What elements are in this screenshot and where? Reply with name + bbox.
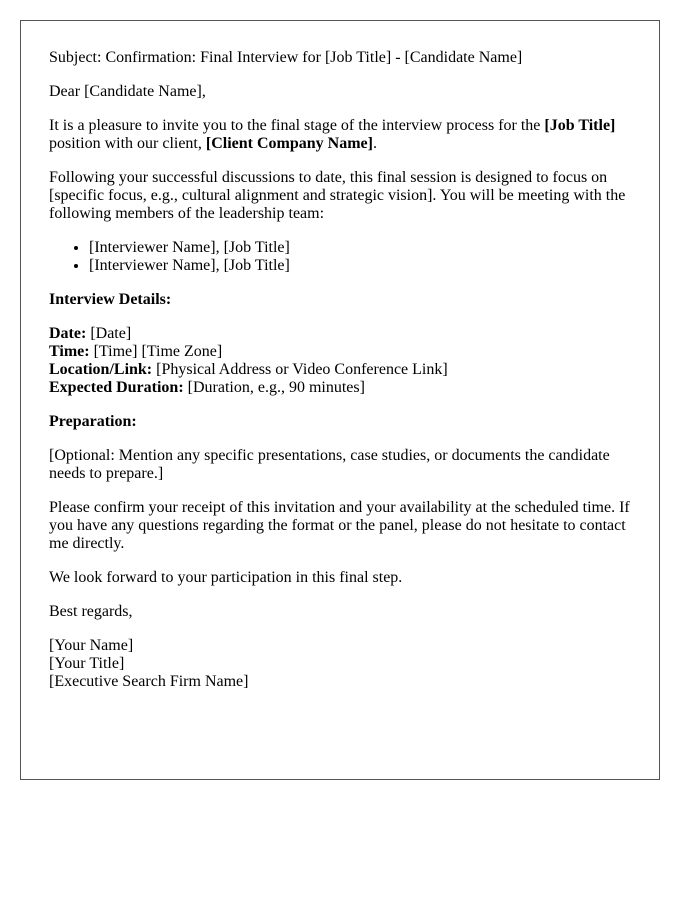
time-label: Time:	[49, 343, 90, 360]
signature-title: [Your Title]	[49, 655, 125, 672]
interviewer-list	[49, 239, 631, 275]
job-title-placeholder: [Job Title]	[544, 117, 616, 134]
date-value: [Date]	[86, 325, 132, 342]
interview-details	[49, 325, 631, 397]
preparation-heading: Preparation:	[49, 413, 137, 430]
duration-value: [Duration, e.g., 90 minutes]	[183, 379, 365, 396]
intro-text-1: It is a pleasure to invite you to the final stage of the interview process for the	[49, 117, 545, 134]
interviewer-item: • [Interviewer Name], [Job Title]	[89, 257, 631, 275]
date-line	[49, 325, 631, 343]
duration-label: Expected Duration:	[49, 379, 184, 396]
intro-text-3: .	[372, 135, 377, 152]
location-label: Location/Link:	[49, 361, 153, 378]
signature-firm: [Executive Search Firm Name]	[49, 673, 249, 690]
intro-paragraph	[49, 117, 631, 153]
location-line	[49, 361, 631, 379]
followup-paragraph: Following your successful discussions to date, this final session is designed to focus on [specific focus, e.g., cultural alignment and strategic vision]. You will be meeting with the following members of the leadership team:	[49, 169, 626, 222]
sign-off: Best regards,	[49, 603, 133, 620]
duration-line	[49, 379, 631, 397]
interview-details-heading: Interview Details:	[49, 291, 172, 308]
subject-line: Subject: Confirmation: Final Interview for [Job Title] - [Candidate Name]	[49, 49, 523, 66]
client-company-placeholder: [Client Company Name]	[205, 135, 373, 152]
confirm-paragraph: Please confirm your receipt of this invitation and your availability at the scheduled time. If you have any questions regarding the format or the panel, please do not hesitate to contact me directly.	[49, 499, 630, 552]
signature-block	[49, 637, 631, 691]
date-label: Date:	[49, 325, 87, 342]
closing-line: We look forward to your participation in this final step.	[49, 569, 403, 586]
greeting: Dear [Candidate Name],	[49, 83, 206, 100]
preparation-text: [Optional: Mention any specific presentations, case studies, or documents the candidate needs to prepare.]	[49, 447, 610, 482]
location-value: [Physical Address or Video Conference Link]	[152, 361, 448, 378]
interviewer-item: • [Interviewer Name], [Job Title]	[89, 239, 631, 257]
intro-text-2: position with our client,	[49, 135, 206, 152]
signature-name: [Your Name]	[49, 637, 134, 654]
time-value: [Time] [Time Zone]	[89, 343, 223, 360]
time-line	[49, 343, 631, 361]
letter-document	[20, 20, 660, 780]
